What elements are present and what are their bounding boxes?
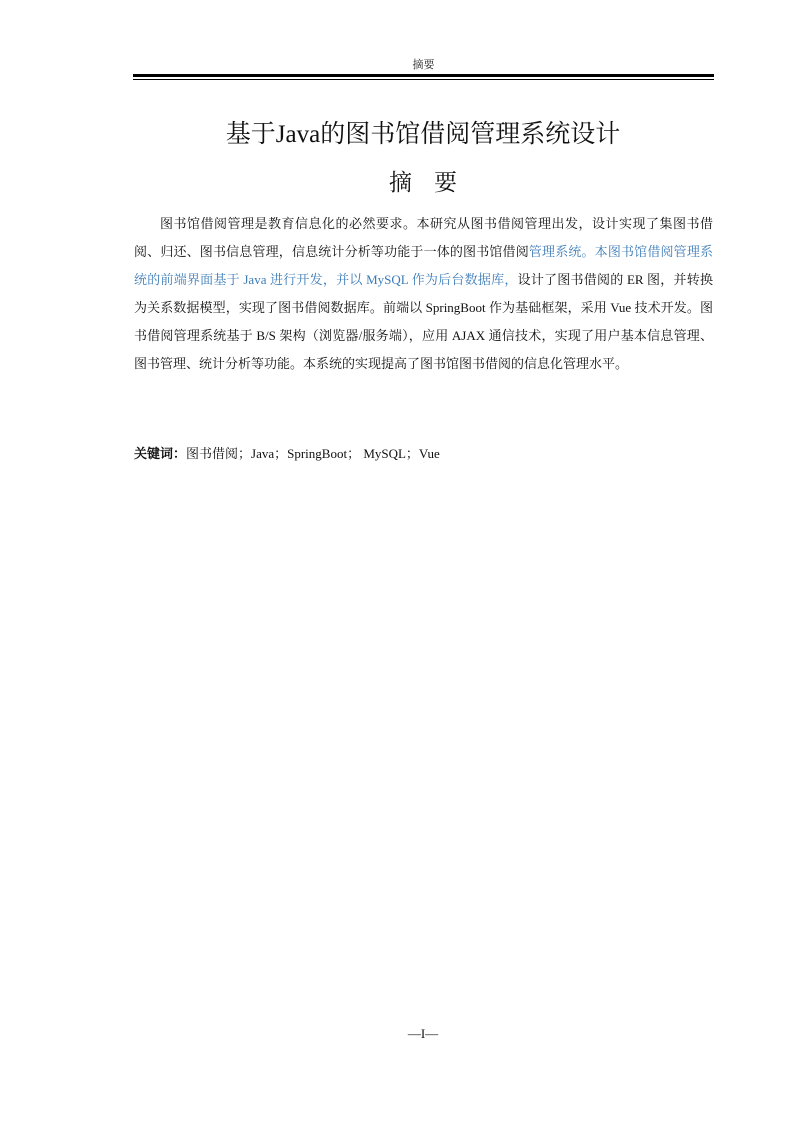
running-header: 摘要 [412,58,435,71]
abstract-body [134,210,713,378]
keywords-line [134,443,713,462]
page-number: —I— [407,1026,439,1041]
abstract-heading: 摘要 [389,170,479,196]
keywords-value: 图书借阅；Java；SpringBoot； MySQL；Vue [186,446,440,461]
abstract-text-highlighted: 管理系统。本图书馆借阅管理系统的前端界面基于 Java 进行开发，并以 MySQL 作为后台数据库， [134,244,713,287]
abstract-text-part3: 设计了图书借阅的 ER 图，并转换为关系数据模型，实现了图书借阅数据库。前端以 SpringBoot 作为基础框架，采用 Vue 技术开发。图书借阅管理系统基于 B/S 架构（浏览器/服务端），应用 AJAX 通信技术，实现了用户基本信息管理、图书管理、统计分析等功能。本系统的实现提高了图书馆图书借阅的信息化管理水平。 [134,272,713,371]
document-title: 基于Java的图书馆借阅管理系统设计 [225,121,621,148]
abstract-text-part1: 图书馆借阅管理是教育信息化的必然要求。本研究从图书借阅管理出发，设计实现了集图书借阅、归还、图书信息管理，信息统计分析等功能于一体的图书馆借阅 [134,216,713,259]
header-rule-thin [133,79,714,80]
keywords-label: 关键词： [134,447,187,462]
header-rule-thick [133,74,714,77]
